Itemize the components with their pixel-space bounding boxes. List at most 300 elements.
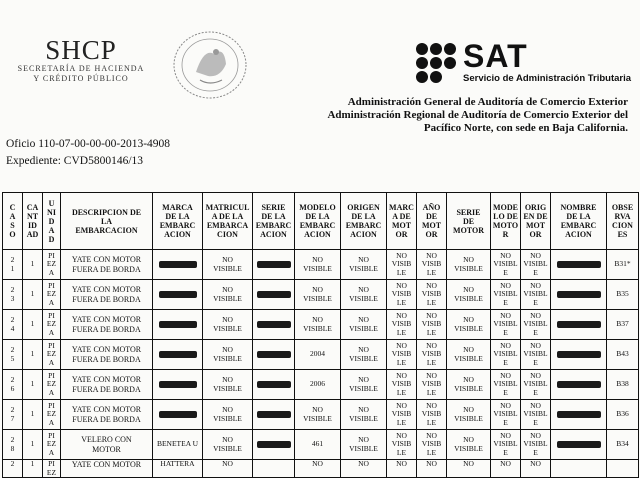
cell-caso <box>3 400 23 430</box>
cell-descripcion-line: YATE CON MOTOR <box>71 375 142 384</box>
expediente-number: Expediente: CVD5800146/13 <box>6 155 144 167</box>
cell-anio-motor-line: VISIB <box>421 379 442 389</box>
cell-observaciones-text: B31* <box>614 259 631 269</box>
cell-marca-motor-line: LE <box>396 297 407 307</box>
cell-unidad-line: PI <box>48 400 55 410</box>
cell-unidad-line: A <box>48 327 55 337</box>
header-origen-motor-line: EN DE <box>523 212 548 221</box>
cell-nombre <box>551 340 607 370</box>
cell-unidad-line: PI <box>48 430 55 440</box>
cell-marca <box>153 400 203 430</box>
cell-caso-line: 8 <box>10 443 15 453</box>
cell-modelo-motor-line: NO <box>500 250 511 260</box>
cell-serie-motor-line: VISIBLE <box>454 353 483 363</box>
header-descripcion-line: LA <box>100 216 113 226</box>
cell-anio-motor <box>417 460 447 478</box>
cell-matricula-line: NO <box>222 345 233 354</box>
cell-serie-motor <box>447 340 491 370</box>
redaction-bar <box>257 441 291 448</box>
redaction-bar <box>557 381 601 388</box>
cell-modelo-motor-line: VISIBL <box>493 439 518 449</box>
header-unidad-line: D <box>48 216 55 226</box>
cell-modelo-line: NO <box>312 459 323 468</box>
cell-marca-motor <box>387 310 417 340</box>
cell-modelo-motor-line: VISIBL <box>493 289 518 299</box>
header-cantidad-line: ID <box>28 221 37 230</box>
cell-anio-motor <box>417 250 447 280</box>
cell-matricula-line: NO <box>222 435 233 444</box>
cell-modelo <box>295 280 341 310</box>
cell-matricula-line: NO <box>222 459 233 468</box>
cell-serie-motor-line: NO <box>463 255 474 264</box>
cell-caso-line: 2 <box>10 375 15 384</box>
cell-origen-line: NO <box>358 285 369 294</box>
cell-observaciones-text: B38 <box>616 379 629 389</box>
cell-observaciones <box>607 340 639 370</box>
cell-anio-motor <box>417 280 447 310</box>
cell-marca-motor <box>387 400 417 430</box>
table-row <box>3 430 639 460</box>
vessel-table <box>2 192 639 478</box>
cell-matricula-line: NO <box>222 255 233 264</box>
header-modelo-motor-line: R <box>502 230 509 239</box>
redaction-bar <box>257 381 291 388</box>
cell-modelo <box>295 340 341 370</box>
header-descripcion-line: DESCRIPCION DE <box>71 207 142 217</box>
header-row <box>3 193 639 250</box>
cell-cantidad <box>23 400 43 430</box>
header-observaciones <box>607 193 639 250</box>
cell-origen-motor <box>521 370 551 400</box>
header-matricula-line: A DE LA <box>211 212 244 221</box>
cell-marca-motor-line: LE <box>396 447 407 457</box>
header-caso-line: A <box>9 212 16 221</box>
cell-marca-motor-line: NO <box>396 280 407 290</box>
cell-descripcion-line: YATE CON MOTOR <box>71 345 142 354</box>
cell-cantidad-text: 1 <box>30 409 35 419</box>
cell-caso-line: 6 <box>10 383 15 393</box>
cell-caso <box>3 340 23 370</box>
header-marca-line: ACION <box>164 230 191 239</box>
cell-origen <box>341 400 387 430</box>
administration-heading <box>327 96 628 135</box>
cell-observaciones-text: B34 <box>616 439 629 449</box>
table-row <box>3 250 639 280</box>
cell-caso-line: 1 <box>10 263 15 273</box>
cell-marca-motor <box>387 280 417 310</box>
cell-anio-motor-line: LE <box>426 357 437 367</box>
header-origen <box>341 193 387 250</box>
cell-anio-motor-line: NO <box>426 430 437 440</box>
header-modelo-motor-line: MODE <box>493 203 518 212</box>
header-anio-motor-line: OR <box>425 230 438 239</box>
table-row <box>3 310 639 340</box>
cell-origen <box>341 310 387 340</box>
cell-origen-motor-line: VISIBL <box>523 289 548 299</box>
cell-anio-motor-line: LE <box>426 387 437 397</box>
table-row <box>3 280 639 310</box>
cell-origen-motor-line: NO <box>530 340 541 350</box>
cell-marca-motor-line: NO <box>396 310 407 320</box>
cell-matricula <box>203 430 253 460</box>
cell-descripcion-line: YATE CON MOTOR <box>71 255 142 264</box>
cell-unidad-line: PI <box>48 250 55 260</box>
cell-serie <box>253 460 295 478</box>
cell-unidad-line: A <box>48 447 55 457</box>
cell-origen-motor-line: NO <box>530 370 541 380</box>
cell-modelo-motor-line: E <box>503 267 508 277</box>
cell-anio-motor-line: NO <box>426 340 437 350</box>
cell-marca-motor <box>387 430 417 460</box>
cell-matricula-line: VISIBLE <box>213 263 242 273</box>
header-serie-line: DE LA <box>261 212 286 221</box>
header-serie-motor-line: MOTOR <box>453 225 484 235</box>
cell-unidad-line: EZ <box>46 289 57 299</box>
header-origen-line: EMBARC <box>345 221 382 230</box>
cell-origen-motor-line: NO <box>530 280 541 290</box>
header-origen-motor-line: OR <box>529 230 542 239</box>
cell-marca-motor <box>387 370 417 400</box>
cell-marca-motor <box>387 460 417 478</box>
cell-modelo-motor-line: VISIBL <box>493 409 518 419</box>
cell-marca <box>153 310 203 340</box>
cell-serie <box>253 340 295 370</box>
header-anio-motor-line: MOT <box>421 221 442 230</box>
header-serie-motor-line: SERIE <box>456 207 481 217</box>
cell-unidad-line: A <box>48 387 55 397</box>
cell-observaciones-text: B43 <box>616 349 629 359</box>
redaction-bar <box>257 261 291 268</box>
header-serie-line: SERIE <box>261 203 286 212</box>
header-origen-line: DE LA <box>351 212 376 221</box>
cell-origen-motor-line: NO <box>530 250 541 260</box>
cell-unidad-line: EZ <box>46 467 57 477</box>
cell-observaciones-text: B36 <box>616 409 629 419</box>
cell-serie-motor-line: VISIBLE <box>454 443 483 453</box>
cell-marca-motor-line: NO <box>396 430 407 440</box>
cell-caso-line: 2 <box>10 435 15 444</box>
header-anio-motor <box>417 193 447 250</box>
cell-modelo-motor <box>491 430 521 460</box>
cell-modelo-motor <box>491 310 521 340</box>
cell-marca-text: BENETEA U <box>156 439 199 449</box>
cell-cantidad-text: 1 <box>30 289 35 299</box>
header-caso <box>3 193 23 250</box>
header-serie-motor-line: DE <box>462 216 475 226</box>
redaction-bar <box>257 291 291 298</box>
cell-modelo-motor-line: VISIBL <box>493 349 518 359</box>
header-observaciones-line: CION <box>612 221 633 230</box>
cell-modelo-line: 461 <box>311 439 324 449</box>
cell-nombre <box>551 310 607 340</box>
admin-line-3: Pacífico Norte, con sede en Baja California. <box>423 122 628 134</box>
cell-marca-text: HATTERA <box>160 459 195 468</box>
cell-modelo <box>295 430 341 460</box>
cell-origen-motor-line: E <box>533 297 538 307</box>
cell-modelo-motor-line: NO <box>500 400 511 410</box>
header-cantidad-line: NT <box>26 212 39 221</box>
cell-anio-motor-line: LE <box>426 327 437 337</box>
cell-anio-motor-line: LE <box>426 297 437 307</box>
cell-cantidad <box>23 340 43 370</box>
cell-origen-motor-line: VISIBL <box>523 409 548 419</box>
header-marca-line: MARCA <box>162 203 193 212</box>
cell-caso-line: 4 <box>10 323 15 333</box>
cell-marca-motor <box>387 340 417 370</box>
header-modelo-motor-line: LO DE <box>493 212 518 221</box>
cell-origen-motor-line: VISIBL <box>523 379 548 389</box>
cell-anio-motor-line: NO <box>426 459 437 468</box>
cell-marca-motor-line: LE <box>396 387 407 397</box>
header-descripcion-line: EMBARCACION <box>75 225 138 235</box>
redaction-bar <box>159 351 197 358</box>
cell-modelo <box>295 370 341 400</box>
cell-anio-motor-line: LE <box>426 267 437 277</box>
header-origen-motor-line: MOT <box>525 221 546 230</box>
oficio-number: Oficio 110-07-00-00-00-2013-4908 <box>6 138 171 150</box>
cell-caso-line: 2 <box>10 255 15 264</box>
cell-anio-motor <box>417 430 447 460</box>
cell-matricula-line: NO <box>222 315 233 324</box>
cell-caso-line: 3 <box>10 293 15 303</box>
cell-anio-motor-line: VISIB <box>421 349 442 359</box>
header-serie-line: EMBARC <box>255 221 292 230</box>
cell-modelo-line: NO <box>312 255 323 264</box>
redaction-bar <box>159 411 197 418</box>
cell-modelo-motor <box>491 370 521 400</box>
cell-modelo-motor-line: E <box>503 327 508 337</box>
cell-modelo-motor-line: E <box>503 297 508 307</box>
cell-modelo-line: NO <box>312 315 323 324</box>
cell-origen-motor-line: E <box>533 417 538 427</box>
cell-origen-line: NO <box>358 459 369 468</box>
cell-unidad-line: A <box>48 297 55 307</box>
cell-unidad-line: A <box>48 417 55 427</box>
cell-serie-motor-line: VISIBLE <box>454 383 483 393</box>
cell-marca-motor-line: NO <box>396 340 407 350</box>
cell-observaciones-text: B35 <box>616 289 629 299</box>
cell-nombre <box>551 400 607 430</box>
cell-anio-motor <box>417 370 447 400</box>
cell-marca-motor-line: VISIB <box>391 319 412 329</box>
sat-subtitle: Servicio de Administración Tributaria <box>463 73 632 84</box>
cell-origen <box>341 460 387 478</box>
cell-caso-line: 7 <box>10 413 15 423</box>
header-observaciones-line: OBSE <box>611 203 634 212</box>
sat-name: SAT <box>463 38 528 74</box>
cell-marca <box>153 280 203 310</box>
header-origen-line: ACION <box>350 230 377 239</box>
cell-modelo-line: NO <box>312 405 323 414</box>
cell-modelo-line: VISIBLE <box>303 413 332 423</box>
header-marca-line: DE LA <box>165 212 190 221</box>
cell-cantidad-text: 1 <box>30 379 35 389</box>
header-modelo-line: MODELO <box>299 203 336 212</box>
cell-serie-motor <box>447 250 491 280</box>
cell-origen-line: VISIBLE <box>349 353 378 363</box>
cell-unidad-line: PI <box>48 310 55 320</box>
cell-modelo-motor-line: NO <box>500 430 511 440</box>
cell-modelo-motor <box>491 340 521 370</box>
header-modelo <box>295 193 341 250</box>
cell-anio-motor-line: VISIB <box>421 409 442 419</box>
cell-serie-motor-line: NO <box>463 405 474 414</box>
cell-serie-motor <box>447 430 491 460</box>
cell-anio-motor-line: NO <box>426 310 437 320</box>
cell-caso-line: 2 <box>10 315 15 324</box>
cell-marca <box>153 430 203 460</box>
cell-serie-motor-line: NO <box>463 375 474 384</box>
cell-matricula-line: VISIBLE <box>213 293 242 303</box>
cell-unidad <box>43 430 61 460</box>
cell-modelo-line: VISIBLE <box>303 263 332 273</box>
cell-descripcion <box>61 280 153 310</box>
cell-modelo-line: VISIBLE <box>303 323 332 333</box>
cell-origen-motor-line: NO <box>530 459 541 468</box>
cell-marca-motor-line: NO <box>396 370 407 380</box>
cell-modelo <box>295 310 341 340</box>
cell-unidad-line: PI <box>48 340 55 350</box>
cell-origen <box>341 340 387 370</box>
cell-origen-motor-line: E <box>533 387 538 397</box>
shcp-logo <box>6 36 156 84</box>
cell-serie-motor-line: VISIBLE <box>454 413 483 423</box>
sat-dots-icon <box>415 42 457 84</box>
cell-observaciones-text: B37 <box>616 319 629 329</box>
cell-serie-motor-line: NO <box>463 459 474 468</box>
cell-origen-line: VISIBLE <box>349 413 378 423</box>
header-anio-motor-line: DE <box>425 212 438 221</box>
cell-unidad-line: EZ <box>46 439 57 449</box>
cell-marca-motor-line: LE <box>396 357 407 367</box>
cell-origen-motor <box>521 310 551 340</box>
cell-observaciones <box>607 430 639 460</box>
header-serie <box>253 193 295 250</box>
cell-anio-motor-line: VISIB <box>421 319 442 329</box>
cell-modelo-motor-line: VISIBL <box>493 379 518 389</box>
cell-origen <box>341 430 387 460</box>
cell-origen-line: VISIBLE <box>349 323 378 333</box>
redaction-bar <box>557 411 601 418</box>
cell-modelo-motor <box>491 250 521 280</box>
redaction-bar <box>557 261 601 268</box>
cell-descripcion-line: FUERA DE BORDA <box>72 294 141 304</box>
cell-modelo-motor-line: NO <box>500 310 511 320</box>
redaction-bar <box>159 291 197 298</box>
cell-serie <box>253 250 295 280</box>
cell-modelo-line: VISIBLE <box>303 293 332 303</box>
cell-serie-motor-line: NO <box>463 435 474 444</box>
cell-descripcion-line: MOTOR <box>92 444 121 454</box>
cell-modelo-motor-line: NO <box>500 370 511 380</box>
cell-descripcion-line: YATE CON MOTOR <box>71 285 142 294</box>
cell-descripcion-line: FUERA DE BORDA <box>72 354 141 364</box>
cell-modelo-motor-line: NO <box>500 280 511 290</box>
header-unidad-line: U <box>48 198 55 208</box>
cell-modelo-line: 2004 <box>310 349 325 359</box>
cell-matricula-line: VISIBLE <box>213 353 242 363</box>
cell-caso <box>3 250 23 280</box>
header-modelo-motor <box>491 193 521 250</box>
cell-descripcion <box>61 310 153 340</box>
cell-unidad <box>43 400 61 430</box>
cell-descripcion <box>61 400 153 430</box>
admin-line-2: Administración Regional de Auditoría de Comercio Exterior del <box>327 109 628 121</box>
header-origen-motor <box>521 193 551 250</box>
cell-unidad-line: A <box>48 357 55 367</box>
header-unidad-line: D <box>48 234 55 244</box>
cell-caso-line: 2 <box>10 285 15 294</box>
cell-unidad <box>43 280 61 310</box>
cell-matricula-line: VISIBLE <box>213 413 242 423</box>
table-row <box>3 460 639 478</box>
header-marca-motor-line: MARC <box>389 203 414 212</box>
cell-descripcion <box>61 460 153 478</box>
cell-anio-motor-line: NO <box>426 250 437 260</box>
cell-nombre <box>551 280 607 310</box>
table-row <box>3 340 639 370</box>
cell-cantidad <box>23 280 43 310</box>
header-nombre-line: NOMBRE <box>560 203 597 212</box>
cell-unidad-line: EZ <box>46 259 57 269</box>
cell-matricula <box>203 460 253 478</box>
cell-origen-motor-line: E <box>533 447 538 457</box>
cell-modelo <box>295 250 341 280</box>
cell-marca-motor-line: LE <box>396 267 407 277</box>
admin-line-1: Administración General de Auditoría de Comercio Exterior <box>347 96 628 108</box>
header-matricula <box>203 193 253 250</box>
cell-caso <box>3 310 23 340</box>
cell-matricula <box>203 370 253 400</box>
cell-unidad-line: PI <box>48 459 55 468</box>
redaction-bar <box>257 411 291 418</box>
header-cantidad-line: CA <box>26 203 39 212</box>
cell-caso-line: 5 <box>10 353 15 363</box>
table-row <box>3 370 639 400</box>
cell-origen <box>341 280 387 310</box>
cell-origen-motor <box>521 460 551 478</box>
cell-marca-motor <box>387 250 417 280</box>
redaction-bar <box>159 321 197 328</box>
redaction-bar <box>557 441 601 448</box>
cell-caso-line: 2 <box>10 405 15 414</box>
cell-origen-line: NO <box>358 405 369 414</box>
cell-origen-motor-line: E <box>533 357 538 367</box>
cell-origen-motor <box>521 430 551 460</box>
cell-caso <box>3 280 23 310</box>
header-caso-line: S <box>10 221 15 230</box>
header-origen-motor-line: ORIG <box>524 203 547 212</box>
redaction-bar <box>159 381 197 388</box>
cell-modelo-motor-line: NO <box>500 459 511 468</box>
cell-serie-motor-line: VISIBLE <box>454 323 483 333</box>
shcp-subtitle-2: Y CRÉDITO PÚBLICO <box>33 74 129 83</box>
cell-matricula <box>203 310 253 340</box>
header-origen-line: ORIGEN <box>347 203 380 212</box>
cell-unidad <box>43 310 61 340</box>
cell-anio-motor <box>417 310 447 340</box>
cell-serie-motor-line: NO <box>463 285 474 294</box>
cell-anio-motor <box>417 340 447 370</box>
cell-cantidad <box>23 430 43 460</box>
cell-nombre <box>551 460 607 478</box>
cell-matricula <box>203 340 253 370</box>
cell-marca-motor-line: VISIB <box>391 379 412 389</box>
cell-caso-line: 2 <box>10 459 15 468</box>
cell-caso <box>3 430 23 460</box>
cell-unidad <box>43 370 61 400</box>
header-serie-motor <box>447 193 491 250</box>
